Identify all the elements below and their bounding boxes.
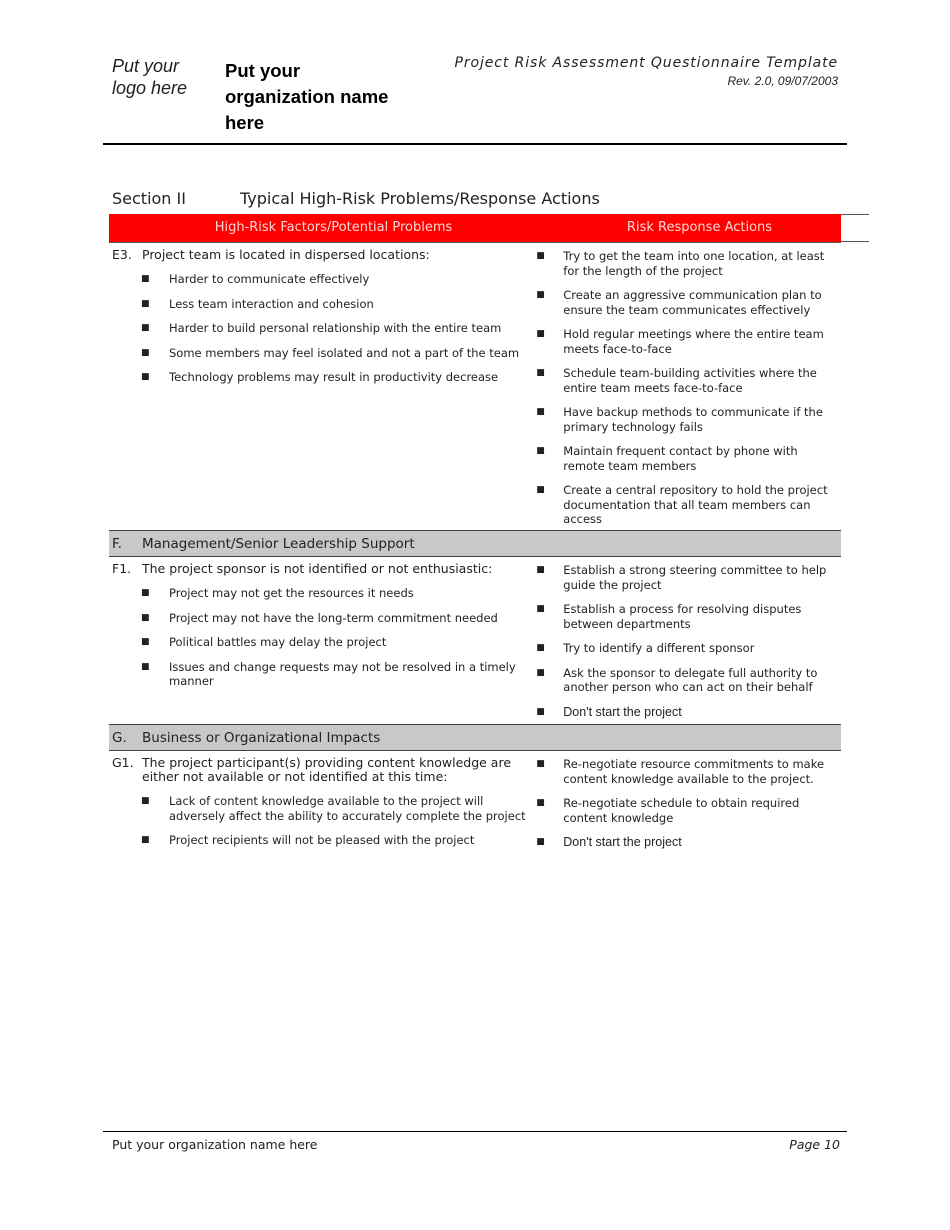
action-item: ■ Create a central repository to hold the project documentation that all team members can access (536, 483, 828, 526)
section-id: G. (112, 729, 127, 746)
factor-text: Project team is located in dispersed locations: (142, 247, 430, 262)
bullet-icon: ■ (536, 837, 545, 847)
section-row-f (109, 530, 841, 557)
revision-info: Rev. 2.0, 09/07/2003 (727, 74, 838, 88)
section-id: F. (112, 535, 122, 552)
table-row-g1 (109, 751, 841, 860)
factor-text: The project participant(s) providing content knowledge are either not available or not identified at this time: (142, 755, 512, 784)
bullet-icon: ■ (536, 565, 545, 575)
risk-factor (112, 248, 530, 262)
bullet-icon: ■ (141, 372, 150, 382)
column-header-problems: High-Risk Factors/Potential Problems (214, 220, 453, 235)
bullet-icon: ■ (141, 274, 150, 284)
bullet-icon: ■ (536, 667, 545, 678)
table-row-f1 (109, 557, 841, 724)
problem-item: ■ Project may not get the resources it needs (112, 586, 530, 601)
factor-id: G1. (112, 755, 134, 770)
action-item: ■ Don't start the project (536, 835, 682, 849)
header-divider (103, 143, 847, 145)
bullet-icon: ■ (536, 706, 545, 717)
problems-cell (109, 243, 530, 530)
risk-factor (112, 756, 530, 784)
bullet-icon: ■ (536, 759, 545, 769)
risk-factor (112, 562, 530, 576)
problem-item: ■ Project recipients will not be pleased with the project (112, 833, 530, 848)
bullet-icon: ■ (141, 796, 150, 806)
action-item: ■ Don't start the project (536, 704, 682, 719)
actions-cell (530, 243, 841, 530)
problem-item: ■ Project may not have the long-term commitment needed (112, 611, 530, 626)
actions-cell (530, 557, 841, 724)
column-header-actions: Risk Response Actions (626, 220, 773, 235)
section-label: Section II (112, 189, 186, 208)
bullet-icon: ■ (536, 485, 545, 495)
bullet-icon: ■ (536, 643, 545, 653)
bullet-icon: ■ (536, 798, 545, 808)
table-header-extension (841, 214, 869, 242)
problem-item: ■ Technology problems may result in productivity decrease (112, 370, 530, 385)
action-item: ■ Schedule team-building activities where the entire team meets face-to-face (536, 366, 817, 395)
factor-id: E3. (112, 247, 132, 262)
problem-item: ■ Less team interaction and cohesion (112, 297, 530, 312)
action-item: ■ Establish a process for resolving disputes between departments (536, 602, 802, 631)
problem-item: ■ Harder to build personal relationship with the entire team (112, 321, 530, 336)
logo-placeholder: Put your logo here (112, 56, 188, 98)
bullet-icon: ■ (536, 368, 545, 378)
bullet-icon: ■ (141, 588, 150, 598)
action-item: ■ Have backup methods to communicate if the primary technology fails (536, 405, 823, 434)
problem-item: ■ Political battles may delay the project (112, 635, 530, 650)
action-item: ■ Maintain frequent contact by phone with remote team members (536, 444, 798, 473)
bullet-icon: ■ (141, 661, 150, 672)
action-item: ■ Try to get the team into one location, at least for the length of the project (536, 249, 825, 278)
bullet-icon: ■ (536, 446, 545, 456)
action-item: ■ Re-negotiate schedule to obtain required content knowledge (536, 796, 800, 825)
problem-item: ■ Issues and change requests may not be resolved in a timely manner (112, 660, 530, 689)
action-item: ■ Ask the sponsor to delegate full authority to another person who can act on their behalf (536, 665, 818, 694)
bullet-icon: ■ (141, 347, 150, 358)
bullet-icon: ■ (141, 637, 150, 647)
bullet-icon: ■ (536, 407, 545, 417)
bullet-icon: ■ (536, 251, 545, 261)
section-row-title: Business or Organizational Impacts (142, 729, 381, 746)
bullet-icon: ■ (141, 298, 150, 309)
action-item: ■ Try to identify a different sponsor (536, 641, 755, 655)
risk-table (109, 214, 841, 860)
table-header-row (109, 214, 841, 243)
section-row-g (109, 724, 841, 751)
table-row-e3 (109, 243, 841, 530)
problems-cell (109, 557, 530, 724)
organization-name-placeholder: Put your organization name here (225, 60, 389, 133)
section-row-title: Management/Senior Leadership Support (142, 535, 415, 552)
document-title: Project Risk Assessment Questionnaire Template (454, 55, 838, 71)
action-item: ■ Establish a strong steering committee to help guide the project (536, 563, 827, 592)
bullet-icon: ■ (536, 290, 545, 300)
section-title: Typical High-Risk Problems/Response Actions (240, 189, 600, 208)
footer-organization-name: Put your organization name here (112, 1137, 318, 1152)
problems-cell (109, 751, 530, 860)
factor-text: The project sponsor is not identified or not enthusiastic: (142, 561, 493, 576)
bullet-icon: ■ (141, 612, 150, 623)
factor-id: F1. (112, 561, 132, 576)
bullet-icon: ■ (141, 323, 150, 333)
bullet-icon: ■ (536, 604, 545, 614)
footer-divider (103, 1131, 847, 1132)
action-item: ■ Create an aggressive communication plan to ensure the team communicates effectively (536, 288, 822, 317)
action-item: ■ Hold regular meetings where the entire team meets face-to-face (536, 327, 824, 356)
bullet-icon: ■ (536, 329, 545, 339)
bullet-icon: ■ (141, 835, 150, 845)
action-item: ■ Re-negotiate resource commitments to make content knowledge available to the project. (536, 757, 825, 786)
page-number: Page 10 (789, 1137, 840, 1152)
problem-item: ■ Some members may feel isolated and not a part of the team (112, 346, 530, 361)
problem-item: ■ Lack of content knowledge available to the project will adversely affect the ability to accurately complete the project (112, 794, 530, 823)
actions-cell (530, 751, 841, 860)
problem-item: ■ Harder to communicate effectively (112, 272, 530, 287)
